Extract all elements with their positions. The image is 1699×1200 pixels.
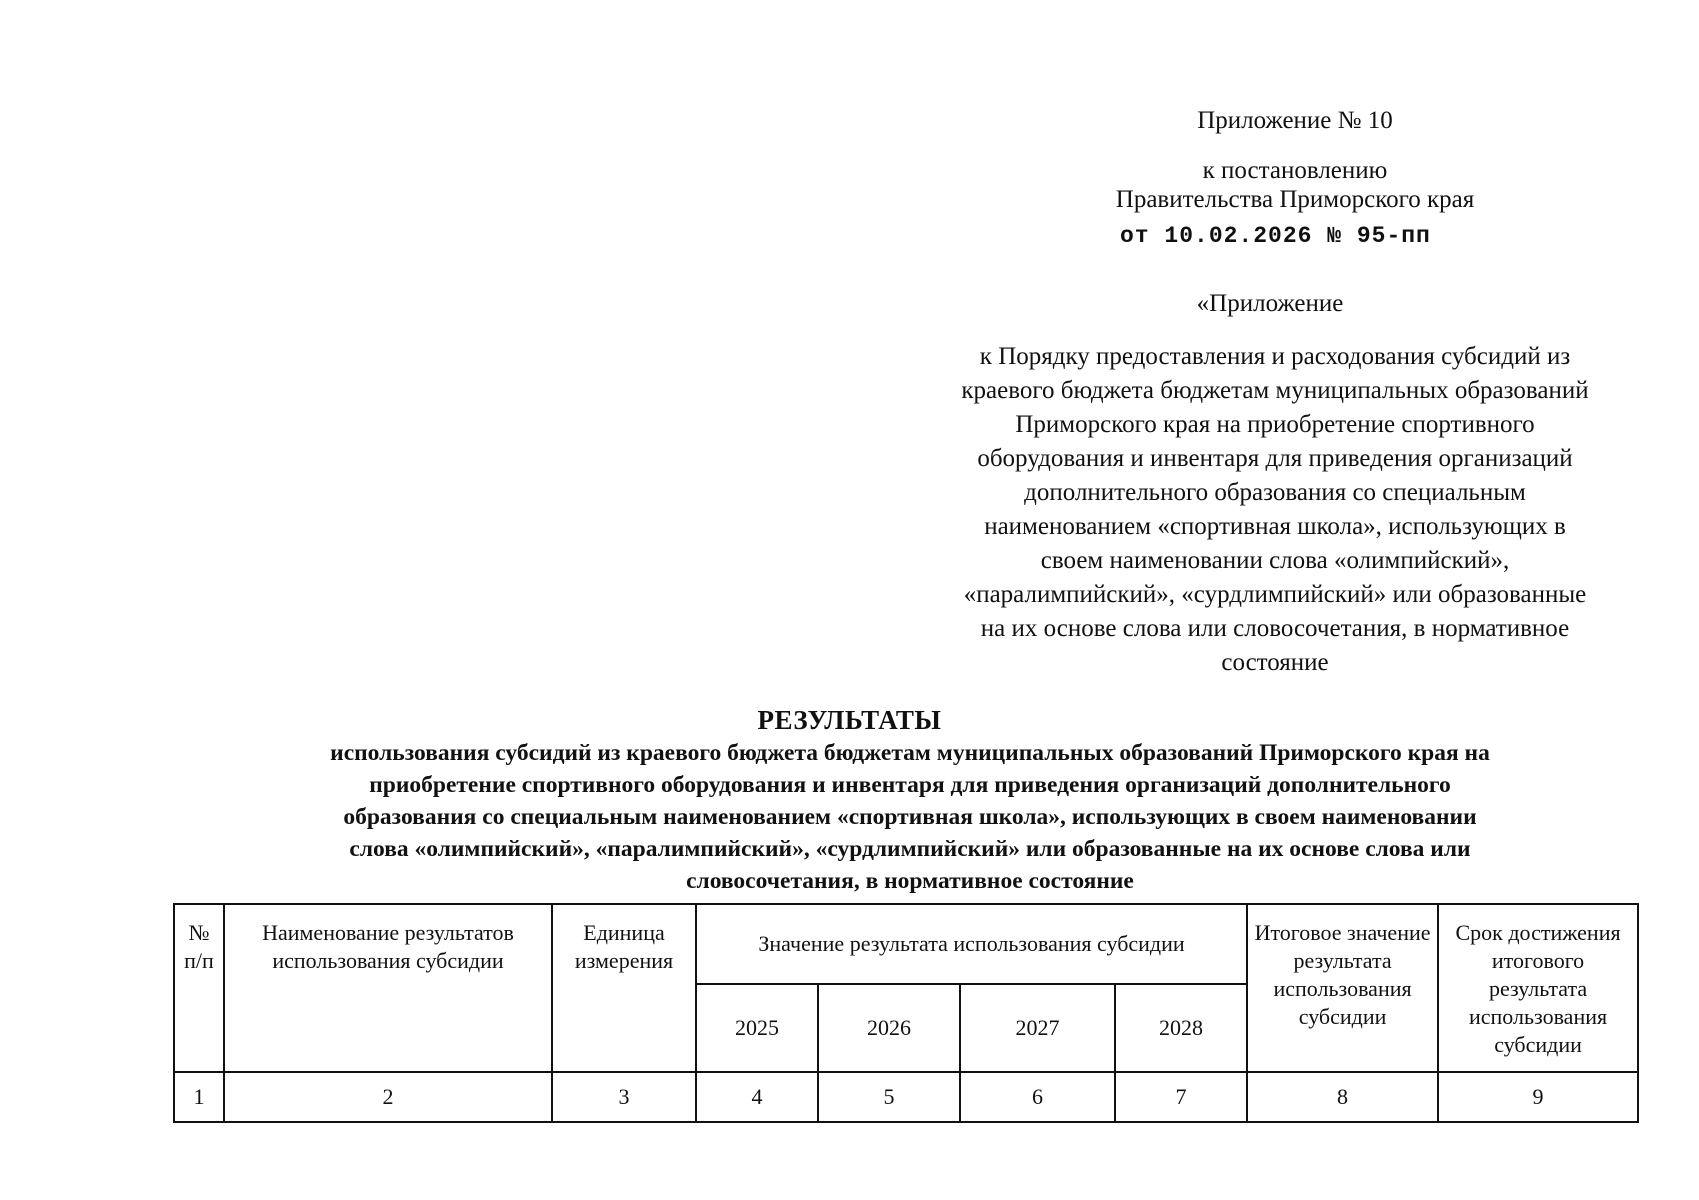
header-deadline: Срок достижения итогового результата использования субсидии [1438,904,1638,1072]
results-title: РЕЗУЛЬТАТЫ [757,705,942,735]
annex-decree-line: к постановлению [1202,157,1388,184]
column-number: 2 [224,1072,552,1122]
procedure-annex-label: «Приложение [1196,290,1344,317]
results-table [173,903,1639,1123]
annex-date-number: от 10.02.2026 № 95-пп [1120,223,1431,249]
results-subtitle-line: слова «олимпийский», «паралимпийский», «сурдлимпийский» или образованные на их основе слова или [349,836,1471,862]
column-number: 7 [1115,1072,1247,1122]
header-year: 2027 [960,984,1115,1072]
header-year: 2028 [1115,984,1247,1072]
annex-decree-line: Правительства Приморского края [1115,186,1475,213]
procedure-line: состояние [1221,649,1329,676]
procedure-annex-text [905,340,1645,680]
header-final-value: Итоговое значение результата использования субсидии [1247,904,1438,1072]
results-subtitle-line: словосочетания, в нормативное состояние [686,868,1134,894]
table-column-numbers-row [174,1072,1638,1122]
procedure-line: краевого бюджета бюджетам муниципальных образований [961,377,1589,404]
column-number: 4 [696,1072,818,1122]
header-value-group: Значение результата использования субсидии [696,904,1247,984]
results-subtitle-line: образования со специальным наименованием «спортивная школа», использующих в своем наименовании [343,804,1477,830]
header-year: 2025 [696,984,818,1072]
procedure-line: дополнительного образования со специальным [1024,479,1526,506]
header-unit: Единица измерения [552,904,696,1072]
procedure-line: «паралимпийский», «сурдлимпийский» или образованные [963,581,1587,608]
procedure-line: на их основе слова или словосочетания, в нормативное [980,615,1570,642]
results-subtitle [130,737,1690,897]
annex-title: Приложение № 10 [1197,107,1393,134]
column-number: 6 [960,1072,1115,1122]
procedure-line: к Порядку предоставления и расходования субсидий из [979,343,1571,370]
column-number: 5 [818,1072,960,1122]
column-number: 9 [1438,1072,1638,1122]
procedure-line: Приморского края на приобретение спортивного [1015,411,1535,438]
annex-decree-reference [1020,156,1570,214]
column-number: 8 [1247,1072,1438,1122]
procedure-line: оборудования и инвентаря для приведения организаций [977,445,1573,472]
results-subtitle-line: использования субсидий из краевого бюджета бюджетам муниципальных образований Приморского края на [330,740,1490,766]
results-subtitle-line: приобретение спортивного оборудования и инвентаря для приведения организаций дополнительного [369,772,1451,798]
table-header-row [174,904,1638,984]
procedure-line: наименованием «спортивная школа», использующих в [984,513,1566,540]
header-number: № п/п [174,904,224,1072]
column-number: 1 [174,1072,224,1122]
column-number: 3 [552,1072,696,1122]
header-result-name: Наименование результатов использования субсидии [224,904,552,1072]
header-year: 2026 [818,984,960,1072]
procedure-line: своем наименовании слова «олимпийский», [1040,547,1510,574]
